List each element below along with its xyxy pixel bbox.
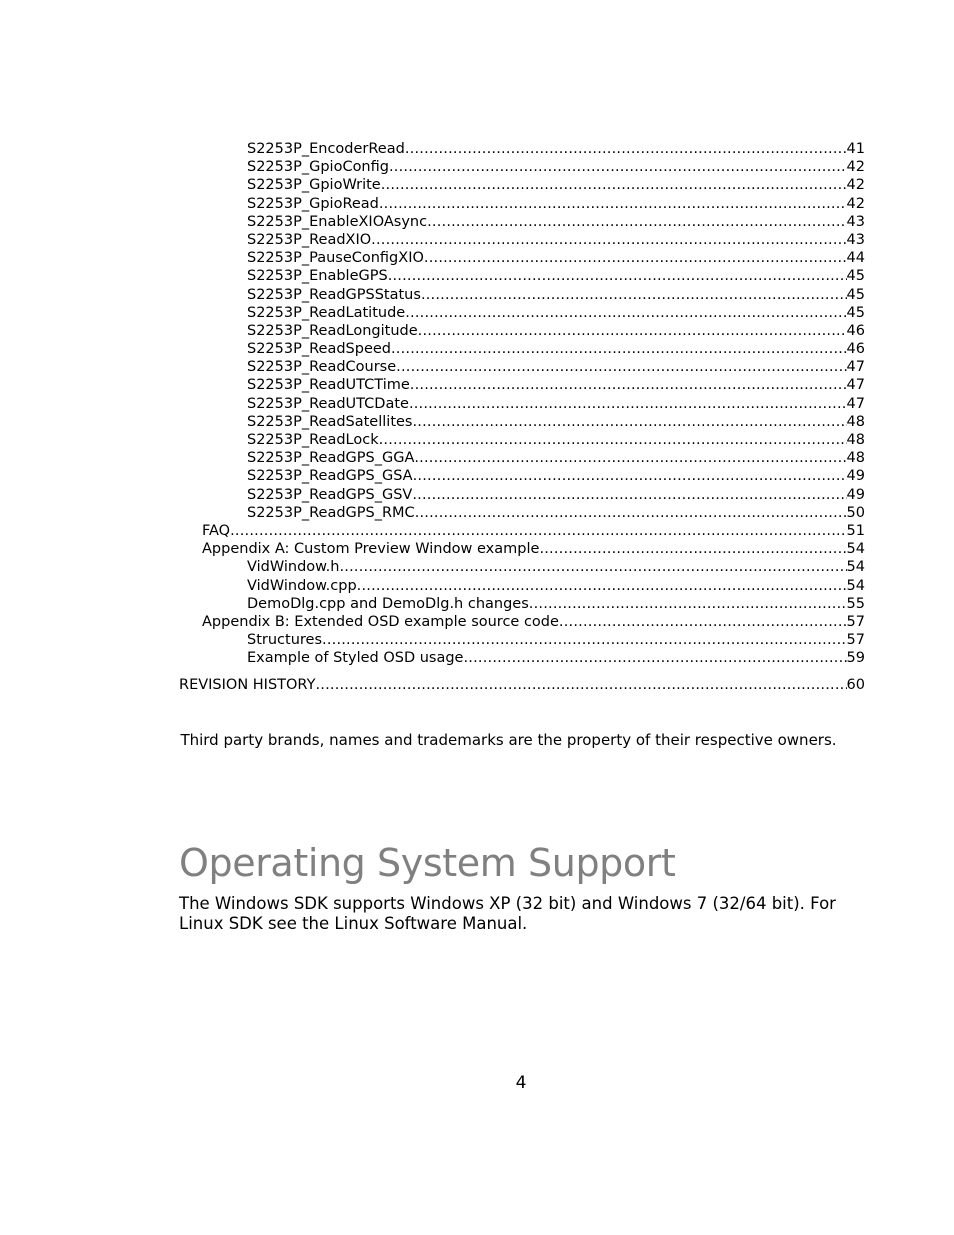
toc-entry[interactable] (179, 540, 865, 558)
toc-entry-page: 42 (846, 195, 865, 212)
toc-entry[interactable] (179, 358, 865, 376)
toc-entry-page: 43 (846, 231, 865, 248)
toc-dot-leader (315, 676, 846, 694)
toc-dot-leader (409, 395, 847, 413)
toc-entry-page: 50 (846, 504, 865, 521)
toc-dot-leader (389, 158, 847, 176)
toc-entry[interactable] (179, 249, 865, 267)
toc-dot-leader (427, 213, 846, 231)
toc-dot-leader (339, 558, 846, 576)
toc-dot-leader (421, 286, 847, 304)
toc-entry-page: 49 (846, 468, 865, 485)
toc-entry[interactable] (179, 431, 865, 449)
toc-entry-page: 43 (846, 213, 865, 230)
toc-entry-title: S2253P_ReadLock (247, 432, 379, 448)
toc-entry-title: S2253P_ReadUTCDate (247, 395, 409, 412)
toc-entry-page: 48 (846, 432, 865, 448)
toc-entry[interactable] (179, 176, 865, 194)
toc-entry-title: S2253P_ReadGPS_RMC (247, 504, 415, 521)
toc-entry-page: 45 (846, 304, 865, 321)
toc-entry-page: 57 (846, 613, 865, 630)
toc-entry-title: S2253P_EnableXIOAsync (247, 213, 428, 230)
toc-dot-leader (539, 540, 846, 558)
toc-entry[interactable] (179, 376, 865, 394)
toc-entry-page: 45 (846, 268, 865, 285)
toc-entry-title: Example of Styled OSD usage (247, 650, 464, 667)
toc-entry[interactable] (179, 231, 865, 249)
toc-entry-page: 59 (846, 650, 865, 667)
toc-entry[interactable] (179, 631, 865, 649)
toc-dot-leader (371, 231, 846, 249)
toc-entry-page: 48 (846, 413, 865, 430)
toc-entry-page: 60 (846, 676, 865, 693)
toc-entry[interactable] (179, 140, 865, 158)
toc-dot-leader (396, 358, 846, 376)
toc-dot-leader (412, 413, 846, 431)
toc-entry-title: S2253P_ReadGPSStatus (247, 286, 421, 303)
table-of-contents (179, 140, 865, 694)
toc-entry-page: 54 (846, 577, 865, 594)
toc-entry[interactable] (179, 213, 865, 231)
trademark-notice: Third party brands, names and trademarks are the property of their respective owners. (180, 731, 837, 749)
toc-entry-page: 54 (846, 559, 865, 576)
toc-entry-title: S2253P_EnableGPS (247, 268, 388, 285)
toc-entry-title: S2253P_PauseConfigXIO (247, 250, 424, 267)
toc-dot-leader (412, 486, 846, 504)
toc-entry-page: 46 (846, 341, 865, 358)
toc-entry-page: 41 (846, 141, 865, 157)
toc-entry-title: S2253P_EncoderRead (247, 141, 405, 157)
toc-entry-page: 57 (846, 632, 865, 649)
toc-entry-title: VidWindow.cpp (247, 577, 357, 594)
toc-entry-page: 47 (846, 377, 865, 394)
toc-entry-title: S2253P_ReadXIO (247, 231, 372, 248)
toc-entry-title: S2253P_ReadSpeed (247, 341, 391, 358)
toc-entry-page: 44 (846, 250, 865, 267)
toc-entry-title: Structures (247, 632, 323, 649)
toc-entry-page: 51 (846, 522, 865, 539)
section-heading: Operating System Support (179, 841, 676, 885)
toc-entry[interactable] (179, 286, 865, 304)
toc-dot-leader (424, 249, 847, 267)
toc-dot-leader (559, 613, 847, 631)
toc-entry[interactable] (179, 558, 865, 576)
toc-entry-title: S2253P_ReadCourse (247, 359, 397, 376)
toc-entry-title: FAQ (202, 522, 231, 539)
toc-entry-title: S2253P_ReadLongitude (247, 322, 418, 339)
toc-entry[interactable] (179, 649, 865, 667)
toc-dot-leader (230, 522, 846, 540)
toc-entry[interactable] (179, 486, 865, 504)
toc-entry-title: Appendix B: Extended OSD example source code (202, 613, 559, 630)
toc-entry-title: S2253P_ReadGPS_GGA (247, 450, 415, 467)
toc-entry-page: 46 (846, 322, 865, 339)
toc-dot-leader (414, 449, 846, 467)
toc-entry[interactable] (179, 195, 865, 213)
toc-dot-leader (379, 195, 847, 213)
toc-entry[interactable] (179, 467, 865, 485)
toc-entry-page: 55 (846, 595, 865, 612)
toc-entry-page: 47 (846, 359, 865, 376)
toc-entry-title: Appendix A: Custom Preview Window example (202, 541, 540, 558)
toc-entry-page: 45 (846, 286, 865, 303)
toc-entry[interactable] (179, 676, 865, 694)
toc-dot-leader (357, 577, 847, 595)
toc-entry-title: VidWindow.h (247, 559, 340, 576)
toc-dot-leader (413, 467, 847, 485)
page-number: 4 (515, 1073, 527, 1093)
toc-entry[interactable] (179, 322, 865, 340)
toc-dot-leader (529, 595, 847, 613)
toc-entry-title: DemoDlg.cpp and DemoDlg.h changes (247, 595, 529, 612)
toc-entry-title: S2253P_GpioWrite (247, 177, 381, 194)
toc-entry[interactable] (179, 304, 865, 322)
toc-entry-title: S2253P_GpioConfig (247, 159, 389, 176)
toc-dot-leader (388, 267, 847, 285)
toc-entry[interactable] (179, 395, 865, 413)
toc-dot-leader (379, 431, 847, 449)
toc-entry-page: 48 (846, 450, 865, 467)
toc-entry[interactable] (179, 267, 865, 285)
section-body: The Windows SDK supports Windows XP (32 bit) and Windows 7 (32/64 bit). For Linux SDK see the Linux Software Manual. (179, 894, 836, 933)
toc-entry[interactable] (179, 504, 865, 522)
toc-entry[interactable] (179, 577, 865, 595)
toc-dot-leader (410, 376, 847, 394)
toc-entry-title: S2253P_ReadLatitude (247, 304, 406, 321)
toc-entry[interactable] (179, 595, 865, 613)
toc-dot-leader (418, 322, 847, 340)
toc-entry[interactable] (179, 413, 865, 431)
toc-entry[interactable] (179, 158, 865, 176)
toc-entry-title: S2253P_ReadUTCTime (247, 377, 410, 394)
toc-entry[interactable] (179, 340, 865, 358)
toc-dot-leader (463, 649, 846, 667)
toc-entry[interactable] (179, 613, 865, 631)
toc-dot-leader (322, 631, 847, 649)
toc-entry-title: S2253P_ReadSatellites (247, 413, 413, 430)
toc-entry-title: REVISION HISTORY (179, 676, 316, 693)
toc-dot-leader (405, 304, 846, 322)
toc-entry[interactable] (179, 522, 865, 540)
toc-entry-title: S2253P_GpioRead (247, 195, 379, 212)
toc-entry-title: S2253P_ReadGPS_GSA (247, 468, 413, 485)
toc-dot-leader (391, 340, 847, 358)
toc-dot-leader (381, 176, 847, 194)
toc-entry[interactable] (179, 449, 865, 467)
toc-dot-leader (415, 504, 847, 522)
toc-entry-page: 47 (846, 395, 865, 412)
toc-entry-title: S2253P_ReadGPS_GSV (247, 486, 413, 503)
toc-dot-leader (405, 140, 847, 158)
toc-entry-page: 49 (846, 486, 865, 503)
toc-entry-page: 54 (846, 541, 865, 558)
toc-entry-page: 42 (846, 159, 865, 176)
toc-entry-page: 42 (846, 177, 865, 194)
